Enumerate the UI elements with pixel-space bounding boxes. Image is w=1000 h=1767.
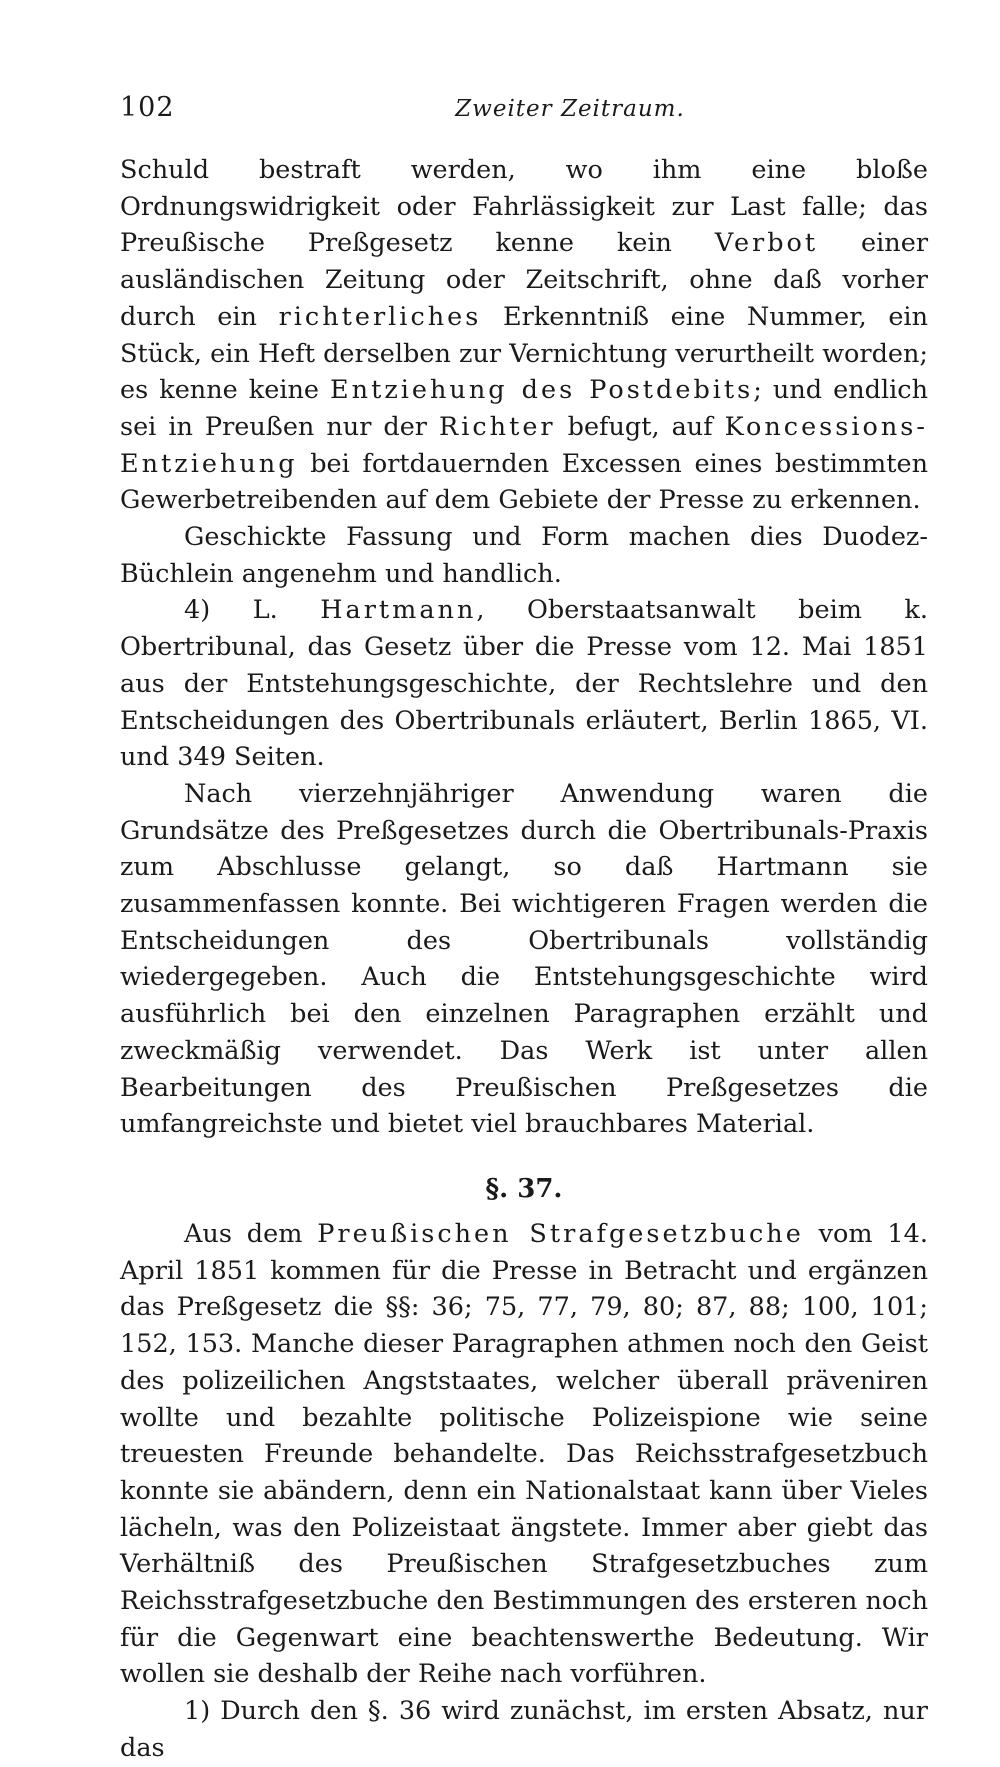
emphasis-text: Koncessions-Entziehung bbox=[120, 411, 928, 479]
page-number: 102 bbox=[120, 92, 175, 123]
paragraph bbox=[120, 1216, 928, 1693]
page-header bbox=[120, 92, 928, 132]
section-heading: §. 37. bbox=[485, 1173, 563, 1204]
emphasis-text: Verbot bbox=[714, 228, 819, 259]
paragraph bbox=[120, 152, 928, 519]
emphasis-text: Richter bbox=[439, 411, 556, 442]
text-run: , Oberstaatsanwalt beim k. Obertribunal, das Gesetz über die Presse vom 12. Mai 1851 aus der Entstehungsgeschichte, der Rechtslehre und den Entscheidungen des Obertribunals erläutert, Berlin 1865, VI. und 349 Seiten. bbox=[120, 595, 928, 773]
emphasis-text: Entziehung des Postdebits bbox=[330, 375, 754, 406]
author-name: Hartmann bbox=[320, 595, 477, 626]
text-run: ; und endlich sei in Preußen nur der bbox=[120, 375, 928, 442]
text-run: Aus dem bbox=[184, 1218, 318, 1249]
text-run: Geschickte Fassung und Form machen dies Duodez-Büchlein angenehm und handlich. bbox=[120, 522, 928, 589]
text-run: 4) L. bbox=[184, 595, 321, 626]
text-run: einer ausländischen Zeitung oder Zeitschrift, ohne daß vorher durch ein bbox=[120, 228, 929, 332]
running-head: Zweiter Zeitraum. bbox=[455, 96, 685, 122]
text-run: Schuld bestraft werden, wo ihm eine bloße Ordnungswidrigkeit oder Fahrlässigkeit zur Last falle; das Preußische Preßgesetz kenne kein bbox=[120, 155, 928, 259]
paragraph bbox=[120, 519, 928, 592]
text-run: befugt, auf bbox=[555, 411, 725, 442]
bibliography-entry bbox=[120, 592, 928, 776]
emphasis-text: Preußischen Strafgesetzbuche bbox=[317, 1218, 804, 1249]
text-run: Erkenntniß eine Nummer, ein Stück, ein Heft derselben zur Vernichtung verurtheilt worden; es kenne keine bbox=[120, 301, 928, 406]
paragraph bbox=[120, 776, 928, 1143]
text-run: Nach vierzehnjähriger Anwendung waren die Grundsätze des Preßgesetzes durch die Obertribunals-Praxis zum Abschlusse gelangt, so daß Hartmann sie zusammenfassen konnte. Bei wichtigeren Fragen werden die Entscheidungen des Obertribunals vollständig wiedergegeben. Auch die Entstehungsgeschichte wird ausführlich bei den einzelnen Paragraphen erzählt und zweckmäßig verwendet. Das Werk ist unter allen Bearbeitungen des Preußischen Preßgesetzes die umfangreichste und bietet viel brauchbares Material. bbox=[120, 778, 928, 1140]
paragraph bbox=[120, 1693, 928, 1766]
body-text bbox=[120, 152, 928, 1767]
emphasis-text: richterliches bbox=[278, 301, 482, 332]
text-run: vom 14. April 1851 kommen für die Presse in Betracht und ergänzen das Preßgesetz die §§: 36; 75, 77, 79, 80; 87, 88; 100, 101; 152, 153. Manche dieser Paragraphen athmen noch den Geist des polizeilichen Angststaates, welcher überall präveniren wollte und bezahlte politische Polizeispione wie seine treuesten Freunde behandelte. Das Reichsstrafgesetzbuch konnte sie abändern, denn ein Nationalstaat kann über Vieles lächeln, was den Polizeistaat ängstete. Immer aber giebt das Verhältniß des Preußischen Strafgesetzbuches zum Reichsstrafgesetzbuche den Bestimmungen des ersteren noch für die Gegenwart eine beachtenswerthe Bedeutung. Wir wollen sie deshalb der Reihe nach vorführen. bbox=[120, 1218, 928, 1690]
text-run: bei fortdauernden Excessen eines bestimmten Gewerbetreibenden auf dem Gebiete der Presse zu erkennen. bbox=[120, 448, 928, 516]
text-run: 1) Durch den §. 36 wird zunächst, im ersten Absatz, nur das bbox=[120, 1696, 928, 1763]
